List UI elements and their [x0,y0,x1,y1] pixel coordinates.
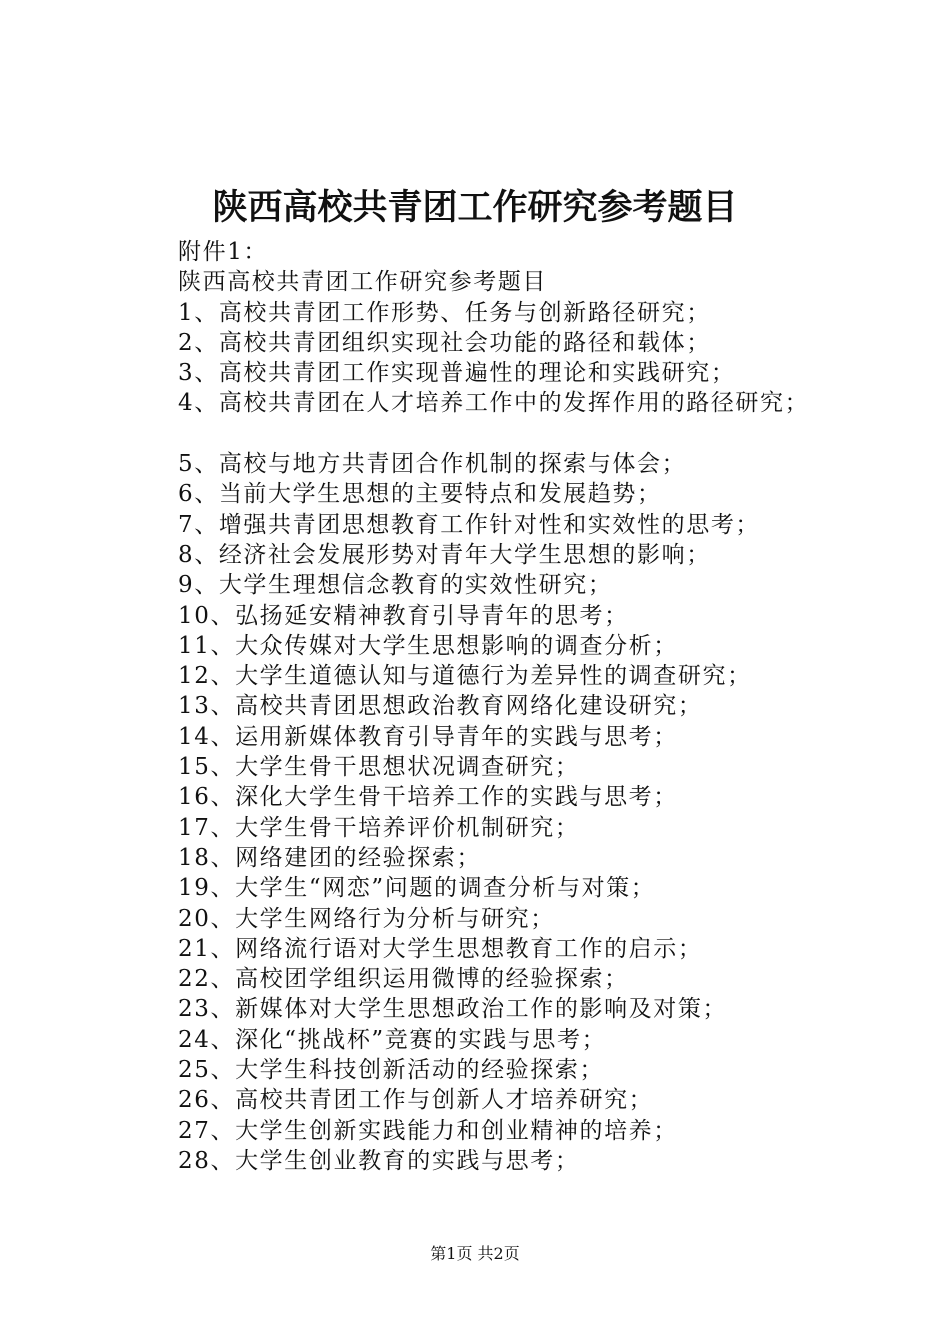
list-item: 18、网络建团的经验探索； [178,844,482,871]
list-item: 6、当前大学生思想的主要特点和发展趋势； [178,481,662,508]
list-item: 7、增强共青团思想教育工作针对性和实效性的思考； [178,511,761,538]
list-item: 14、运用新媒体教育引导青年的实践与思考； [178,723,678,750]
list-item: 24、深化“挑战杯”竞赛的实践与思考； [178,1026,607,1053]
list-item: 12、大学生道德认知与道德行为差异性的调查研究； [178,663,752,690]
list-item: 1、高校共青团工作形势、任务与创新路径研究； [178,299,711,326]
list-item: 10、弘扬延安精神教育引导青年的思考； [178,602,629,629]
list-item: 11、大众传媒对大学生思想影响的调查分析； [178,632,678,659]
list-item: 13、高校共青团思想政治教育网络化建设研究； [178,693,703,720]
list-item: 26、高校共青团工作与创新人才培养研究； [178,1087,654,1114]
list-item: 4、高校共青团在人才培养工作中的发挥作用的路径研究； [178,390,810,417]
attachment-label: 附件1： [178,239,269,265]
list-item: 5、高校与地方共青团合作机制的探索与体会； [178,451,687,478]
list-item: 28、大学生创业教育的实践与思考； [178,1147,580,1174]
topic-list-part-1 [178,298,878,419]
document-title: 陕西高校共青团工作研究参考题目 [212,187,738,228]
list-item: 19、大学生“网恋”问题的调查分析与对策； [178,875,656,902]
list-item: 17、大学生骨干培养评价机制研究； [178,814,580,841]
list-item: 21、网络流行语对大学生思想教育工作的启示； [178,935,703,962]
list-item: 8、经济社会发展形势对青年大学生思想的影响； [178,541,711,568]
list-item: 9、大学生理想信念教育的实效性研究； [178,572,613,599]
list-item: 20、大学生网络行为分析与研究； [178,905,555,932]
list-item: 22、高校团学组织运用微博的经验探索； [178,966,629,993]
list-item: 2、高校共青团组织实现社会功能的路径和载体； [178,329,711,356]
document-subtitle: 陕西高校共青团工作研究参考题目 [178,269,547,296]
list-item: 23、新媒体对大学生思想政治工作的影响及对策； [178,996,728,1023]
list-item: 16、深化大学生骨干培养工作的实践与思考； [178,784,678,811]
page-footer: 第1页 共2页 [430,1244,520,1263]
list-item: 25、大学生科技创新活动的经验探索； [178,1057,605,1084]
list-item: 27、大学生创新实践能力和创业精神的培养； [178,1117,678,1144]
list-item: 3、高校共青团工作实现普遍性的理论和实践研究； [178,360,736,387]
topic-list-part-2 [178,449,878,1176]
document-body [178,237,878,1176]
blank-line [178,419,878,449]
list-item: 15、大学生骨干思想状况调查研究； [178,754,580,781]
